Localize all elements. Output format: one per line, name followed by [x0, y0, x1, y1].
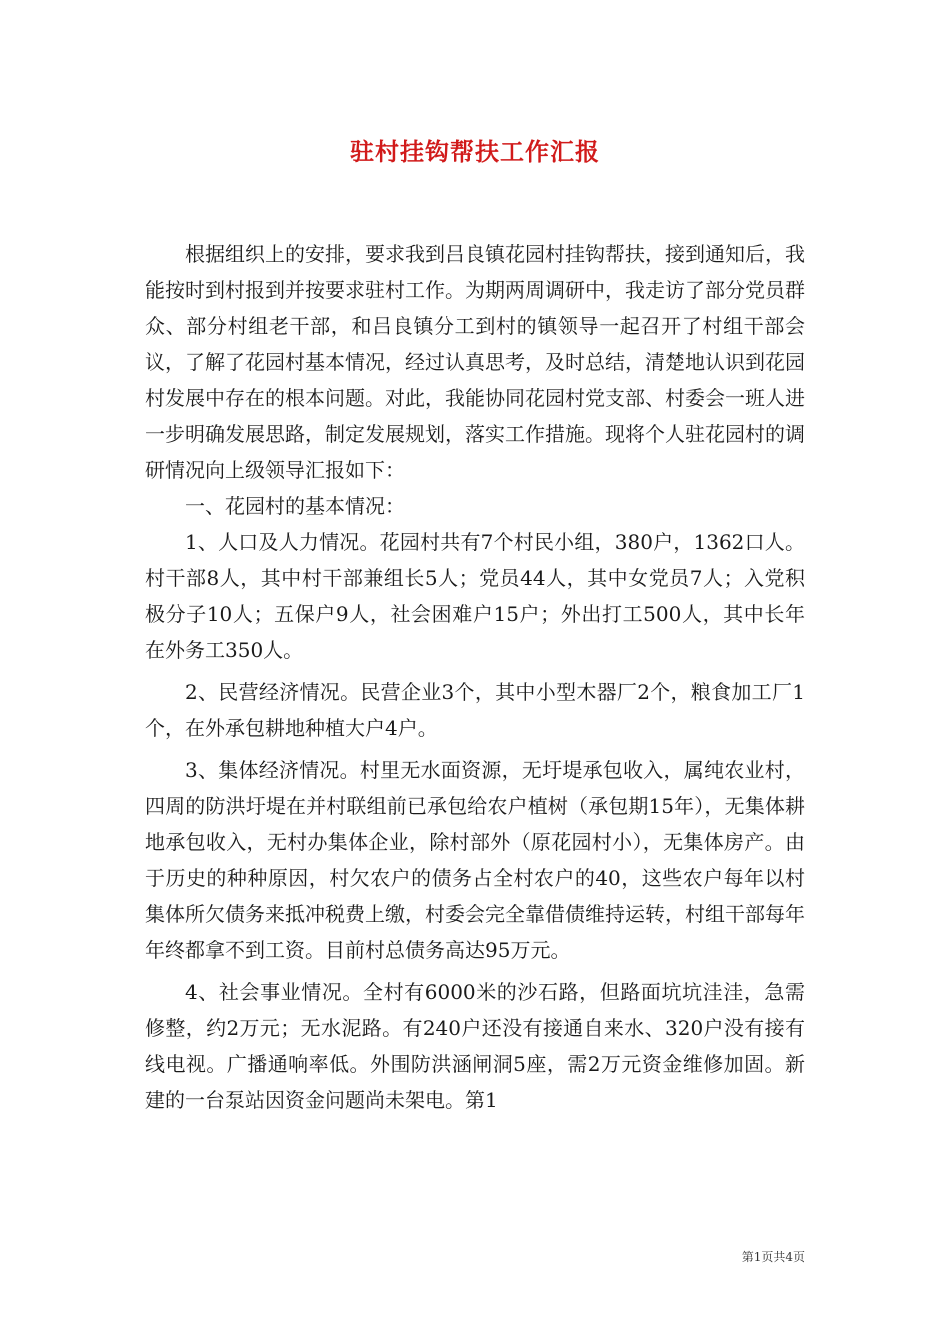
- document-title: 驻村挂钩帮扶工作汇报: [350, 137, 600, 166]
- paragraph-private-economy: 2、民营经济情况。民营企业3个，其中小型木器厂2个，粮食加工厂1个，在外承包耕地种植大户4户。: [145, 680, 805, 740]
- paragraph-intro: 根据组织上的安排，要求我到吕良镇花园村挂钩帮扶，接到通知后，我能按时到村报到并按要求驻村工作。为期两周调研中，我走访了部分党员群众、部分村组老干部，和吕良镇分工到村的镇领导一起召开了村组干部会议，了解了花园村基本情况，经过认真思考，及时总结，清楚地认识到花园村发展中存在的根本问题。对此，我能协同花园村党支部、村委会一班人进一步明确发展思路，制定发展规划，落实工作措施。现将个人驻花园村的调研情况向上级领导汇报如下：: [145, 242, 805, 482]
- page-number: 第1页共4页: [741, 1250, 805, 1264]
- paragraph-collective-economy: 3、集体经济情况。村里无水面资源，无圩堤承包收入，属纯农业村，四周的防洪圩堤在并村联组前已承包给农户植树（承包期15年），无集体耕地承包收入，无村办集体企业，除村部外（原花园村小），无集体房产。由于历史的种种原因，村欠农户的债务占全村农户的40，这些农户每年以村集体所欠债务来抵冲税费上缴，村委会完全靠借债维持运转，村组干部每年年终都拿不到工资。目前村总债务高达95万元。: [145, 758, 805, 962]
- document-body: [145, 236, 805, 1118]
- paragraph-population: 1、人口及人力情况。花园村共有7个村民小组，380户，1362口人。村干部8人，其中村干部兼组长5人；党员44人，其中女党员7人；入党积极分子10人；五保户9人，社会困难户15户；外出打工500人，其中长年在外务工350人。: [145, 530, 805, 662]
- paragraph-social-affairs: 4、社会事业情况。全村有6000米的沙石路，但路面坑坑洼洼，急需修整，约2万元；无水泥路。有240户还没有接通自来水、320户没有接有线电视。广播通响率低。外围防洪涵闸洞5座，需2万元资金维修加固。新建的一台泵站因资金问题尚未架电。第1: [145, 980, 805, 1112]
- section-heading-basic-info: 一、花园村的基本情况：: [185, 494, 405, 518]
